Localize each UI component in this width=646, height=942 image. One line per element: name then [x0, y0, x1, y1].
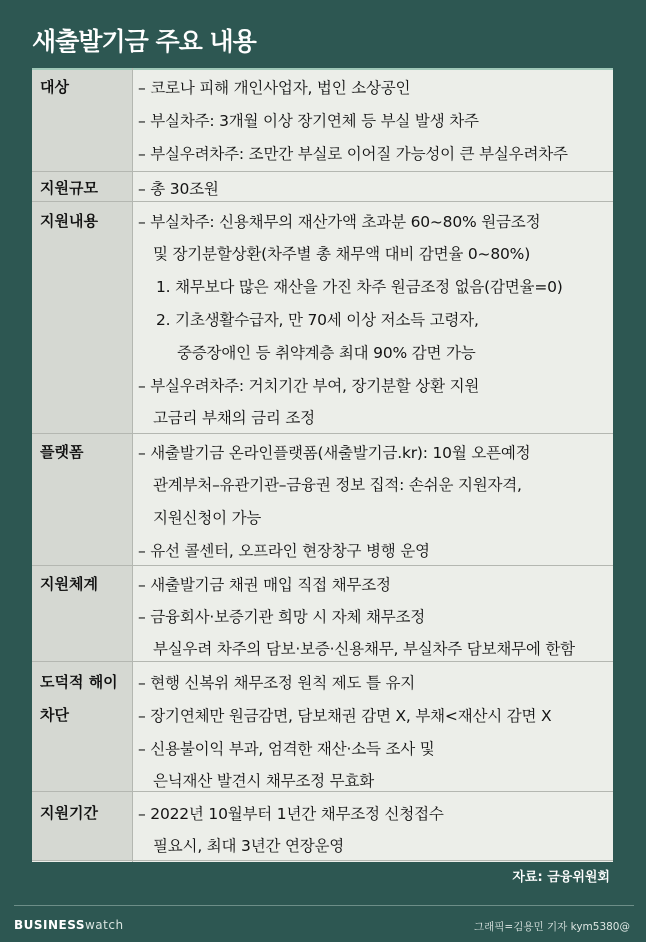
- row-line: 부실우려 차주의 담보·보증·신용채무, 부실차주 담보채무에 한함: [153, 640, 575, 658]
- row-line: – 새출발기금 채권 매입 직접 채무조정: [138, 576, 391, 594]
- row-line: – 2022년 10월부터 1년간 채무조정 신청접수: [138, 805, 444, 823]
- row-line: – 장기연체만 원금감면, 담보채권 감면 X, 부채<재산시 감면 X: [138, 707, 552, 725]
- row-line: 필요시, 최대 3년간 연장운영: [153, 837, 345, 855]
- row-line: – 금융회사·보증기관 희망 시 자체 채무조정: [138, 608, 426, 626]
- row-line: 은닉재산 발견시 채무조정 무효화: [153, 772, 375, 790]
- row-line: 2. 기초생활수급자, 만 70세 이상 저소득 고령자,: [156, 311, 479, 329]
- row-line: 및 장기분할상환(차주별 총 채무액 대비 감면율 0~80%): [153, 245, 531, 263]
- row-divider: [32, 661, 613, 662]
- logo-light: watch: [84, 918, 124, 932]
- row-line: – 신용불이익 부과, 엄격한 재산·소득 조사 및: [138, 740, 435, 758]
- category-platform: 플랫폼: [40, 443, 84, 461]
- row-line: – 부실우려차주: 거치기간 부여, 장기분할 상환 지원: [138, 377, 480, 395]
- row-divider: [32, 791, 613, 792]
- row-line: 고금리 부채의 금리 조정: [153, 409, 315, 427]
- source-note: 자료: 금융위원회: [512, 870, 610, 885]
- footer-divider: [14, 905, 634, 906]
- category-target: 대상: [40, 78, 69, 96]
- category-scale: 지원규모: [40, 179, 98, 197]
- logo: [14, 918, 124, 932]
- row-divider: [32, 860, 613, 861]
- row-line: – 유선 콜센터, 오프라인 현장창구 병행 운영: [138, 542, 430, 560]
- page-title: 새출발기금 주요 내용: [32, 27, 256, 56]
- category-support-system: 지원체계: [40, 575, 98, 593]
- row-line: 지원신청이 가능: [153, 509, 262, 527]
- row-line: – 부실차주: 신용채무의 재산가액 초과분 60~80% 원금조정: [138, 213, 541, 231]
- row-line: 관계부처–유관기관–금융권 정보 집적: 손쉬운 지원자격,: [153, 476, 522, 494]
- row-line: – 총 30조원: [138, 180, 219, 198]
- category-moral-hazard: 도덕적 해이: [40, 673, 118, 691]
- row-divider: [32, 201, 613, 202]
- graphic-credit: 그래픽=김용민 기자 kym5380@: [474, 921, 630, 933]
- row-divider: [32, 433, 613, 434]
- row-line: 중증장애인 등 취약계층 최대 90% 감면 가능: [177, 344, 476, 362]
- row-line: – 새출발기금 온라인플랫폼(새출발기금.kr): 10월 오픈예정: [138, 444, 531, 462]
- column-divider: [132, 68, 133, 862]
- row-divider: [32, 171, 613, 172]
- row-line: – 코로나 피해 개인사업자, 법인 소상공인: [138, 79, 411, 97]
- row-divider: [32, 565, 613, 566]
- category-support-period: 지원기간: [40, 804, 98, 822]
- row-line: 1. 채무보다 많은 재산을 가진 차주 원금조정 없음(감면율=0): [156, 278, 563, 296]
- category-support-content: 지원내용: [40, 212, 98, 230]
- row-line: – 부실차주: 3개월 이상 장기연체 등 부실 발생 차주: [138, 112, 479, 130]
- row-line: – 현행 신복위 채무조정 원칙 제도 틀 유지: [138, 674, 416, 692]
- category-moral-hazard: 차단: [40, 706, 69, 724]
- label-bg: [32, 202, 132, 433]
- row-line: – 부실우려차주: 조만간 부실로 이어질 가능성이 큰 부실우려차주: [138, 145, 568, 163]
- logo-strong: BUSINESS: [14, 918, 85, 932]
